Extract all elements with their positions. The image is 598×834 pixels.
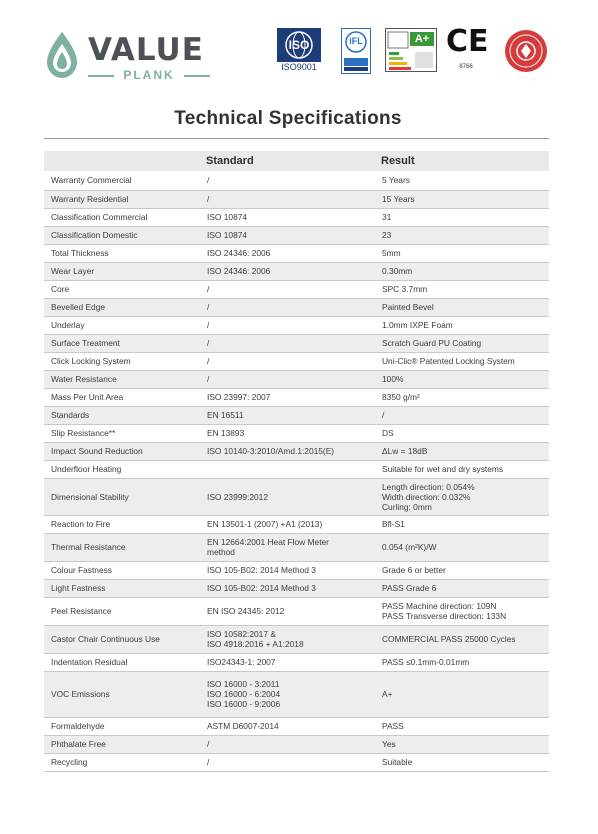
cell-result: Suitable	[375, 753, 549, 771]
cell-result: PASS	[375, 717, 549, 735]
a-plus-label: A+	[414, 33, 430, 45]
table-row	[44, 561, 549, 579]
cell-result: /	[375, 406, 549, 424]
cell-standard: /	[200, 298, 375, 316]
ce-number: 8766	[459, 64, 473, 70]
cell-standard: EN 13501-1 (2007) +A1 (2013)	[200, 515, 375, 533]
cell-standard: ISO 105-B02: 2014 Method 3	[200, 579, 375, 597]
cell-standard: ISO 24346: 2006	[200, 244, 375, 262]
specifications-table	[44, 151, 549, 772]
cell-standard: ISO 10140-3:2010/Amd.1:2015(E)	[200, 442, 375, 460]
cell-result: 1.0mm IXPE Foam	[375, 316, 549, 334]
cell-standard: ISO 10874	[200, 208, 375, 226]
table-row	[44, 671, 549, 717]
table-row	[44, 370, 549, 388]
cell-result: 0.30mm	[375, 262, 549, 280]
column-header-property	[44, 151, 200, 171]
round-red-seal	[504, 29, 548, 73]
ce-mark	[446, 24, 489, 74]
cell-result: PASS Grade 6	[375, 579, 549, 597]
cell-standard: ISO 10582:2017 & ISO 4918:2016 + A1:2018	[200, 625, 375, 653]
cell-result: 15 Years	[375, 190, 549, 208]
cell-property: Water Resistance	[44, 370, 200, 388]
divider	[184, 75, 210, 77]
table-row	[44, 208, 549, 226]
cell-property: Classification Domestic	[44, 226, 200, 244]
cell-property: Warranty Residential	[44, 190, 200, 208]
a-plus-emission-label	[385, 28, 437, 72]
table-row	[44, 334, 549, 352]
svg-text:ISO: ISO	[288, 38, 310, 52]
cell-property: Warranty Commercial	[44, 171, 200, 190]
cell-result: 5 Years	[375, 171, 549, 190]
ce-label: CE	[446, 24, 489, 59]
brand-sub: PLANK	[123, 68, 175, 82]
ifl-label: iFL	[349, 36, 363, 46]
table-row	[44, 388, 549, 406]
table-row	[44, 298, 549, 316]
cell-property: Reaction to Fire	[44, 515, 200, 533]
cell-property: Classification Commercial	[44, 208, 200, 226]
cell-result: 100%	[375, 370, 549, 388]
title-divider	[44, 138, 549, 139]
ifl-approved-badge	[341, 28, 371, 74]
cell-property: Phthalate Free	[44, 735, 200, 753]
iso-9001-label: ISO9001	[281, 62, 317, 72]
page-title: Technical Specifications	[174, 108, 402, 129]
table-row	[44, 625, 549, 653]
table-row	[44, 226, 549, 244]
cell-property: Wear Layer	[44, 262, 200, 280]
iso-9001-badge	[277, 28, 321, 74]
cell-property: Surface Treatment	[44, 334, 200, 352]
table-row	[44, 262, 549, 280]
cell-result: Grade 6 or better	[375, 561, 549, 579]
cell-property: Click Locking System	[44, 352, 200, 370]
cell-standard: /	[200, 735, 375, 753]
table-row	[44, 735, 549, 753]
divider	[88, 75, 114, 77]
cell-result: PASS Machine direction: 109N PASS Transverse direction: 133N	[375, 597, 549, 625]
table-row	[44, 406, 549, 424]
table-header-row	[44, 151, 549, 171]
column-header-standard: Standard	[200, 151, 375, 171]
cell-result: 5mm	[375, 244, 549, 262]
table-row	[44, 597, 549, 625]
table-row	[44, 316, 549, 334]
brand-subline	[88, 68, 210, 82]
cell-result: 31	[375, 208, 549, 226]
table-row	[44, 171, 549, 190]
table-row	[44, 352, 549, 370]
cell-standard: /	[200, 280, 375, 298]
cell-standard: ISO 16000 - 3:2011 ISO 16000 - 6:2004 ISO 16000 - 9:2006	[200, 671, 375, 717]
cell-property: Slip Resistance**	[44, 424, 200, 442]
cell-standard: /	[200, 190, 375, 208]
cell-property: Indentation Residual	[44, 653, 200, 671]
cell-property: Peel Resistance	[44, 597, 200, 625]
value-plank-logo	[44, 30, 214, 86]
cell-result: 8350 g/m²	[375, 388, 549, 406]
cell-result: A+	[375, 671, 549, 717]
cell-property: VOC Emissions	[44, 671, 200, 717]
cell-standard: ISO 23999:2012	[200, 478, 375, 515]
cell-property: Mass Per Unit Area	[44, 388, 200, 406]
cell-result: Scratch Guard PU Coating	[375, 334, 549, 352]
cell-standard: /	[200, 352, 375, 370]
cell-standard: EN 16511	[200, 406, 375, 424]
cell-result: DS	[375, 424, 549, 442]
table-row	[44, 424, 549, 442]
cell-property: Underfloor Heating	[44, 460, 200, 478]
table-row	[44, 460, 549, 478]
cell-property: Underlay	[44, 316, 200, 334]
table-row	[44, 442, 549, 460]
cell-result: Painted Bevel	[375, 298, 549, 316]
table-row	[44, 533, 549, 561]
cell-result: Uni-Clic® Patented Locking System	[375, 352, 549, 370]
cell-property: Thermal Resistance	[44, 533, 200, 561]
cell-standard: ISO 105-B02: 2014 Method 3	[200, 561, 375, 579]
cell-standard: /	[200, 753, 375, 771]
cell-standard: ISO 23997: 2007	[200, 388, 375, 406]
table-row	[44, 753, 549, 771]
cell-result: Suitable for wet and dry systems	[375, 460, 549, 478]
table-row	[44, 717, 549, 735]
cell-result: 0.054 (m²K)/W	[375, 533, 549, 561]
cell-result: PASS ≤0.1mm-0.01mm	[375, 653, 549, 671]
cell-property: Dimensional Stability	[44, 478, 200, 515]
cell-standard: ISO 24346: 2006	[200, 262, 375, 280]
cell-standard: EN ISO 24345: 2012	[200, 597, 375, 625]
table-row	[44, 579, 549, 597]
cell-property: Recycling	[44, 753, 200, 771]
cell-standard: EN 12664:2001 Heat Flow Meter method	[200, 533, 375, 561]
cell-property: Standards	[44, 406, 200, 424]
page-header	[0, 0, 598, 100]
cell-standard: /	[200, 316, 375, 334]
cell-result: COMMERCIAL PASS 25000 Cycles	[375, 625, 549, 653]
cell-property: Bevelled Edge	[44, 298, 200, 316]
cell-result: ΔLw = 18dB	[375, 442, 549, 460]
cell-property: Light Fastness	[44, 579, 200, 597]
table-body	[44, 171, 549, 771]
cell-standard: ISO24343-1: 2007	[200, 653, 375, 671]
table-row	[44, 280, 549, 298]
cell-property: Colour Fastness	[44, 561, 200, 579]
cell-standard: EN 13893	[200, 424, 375, 442]
cell-property: Core	[44, 280, 200, 298]
brand-name: VALUE	[88, 32, 204, 68]
table-row	[44, 244, 549, 262]
table-row	[44, 653, 549, 671]
cell-property: Castor Chair Continuous Use	[44, 625, 200, 653]
cell-property: Formaldehyde	[44, 717, 200, 735]
water-drop-icon	[44, 30, 80, 80]
table-row	[44, 190, 549, 208]
table-row	[44, 478, 549, 515]
cell-standard: ASTM D6007-2014	[200, 717, 375, 735]
cell-standard	[200, 460, 375, 478]
cell-standard: /	[200, 171, 375, 190]
cell-property: Total Thickness	[44, 244, 200, 262]
cell-result: Length direction: 0.054% Width direction: 0.032% Curling: 0mm	[375, 478, 549, 515]
cell-result: SPC 3.7mm	[375, 280, 549, 298]
cell-standard: ISO 10874	[200, 226, 375, 244]
table-row	[44, 515, 549, 533]
cell-property: Impact Sound Reduction	[44, 442, 200, 460]
cell-result: Yes	[375, 735, 549, 753]
column-header-result: Result	[375, 151, 549, 171]
cell-standard: /	[200, 370, 375, 388]
cell-standard: /	[200, 334, 375, 352]
cell-result: 23	[375, 226, 549, 244]
cell-result: Bfl-S1	[375, 515, 549, 533]
